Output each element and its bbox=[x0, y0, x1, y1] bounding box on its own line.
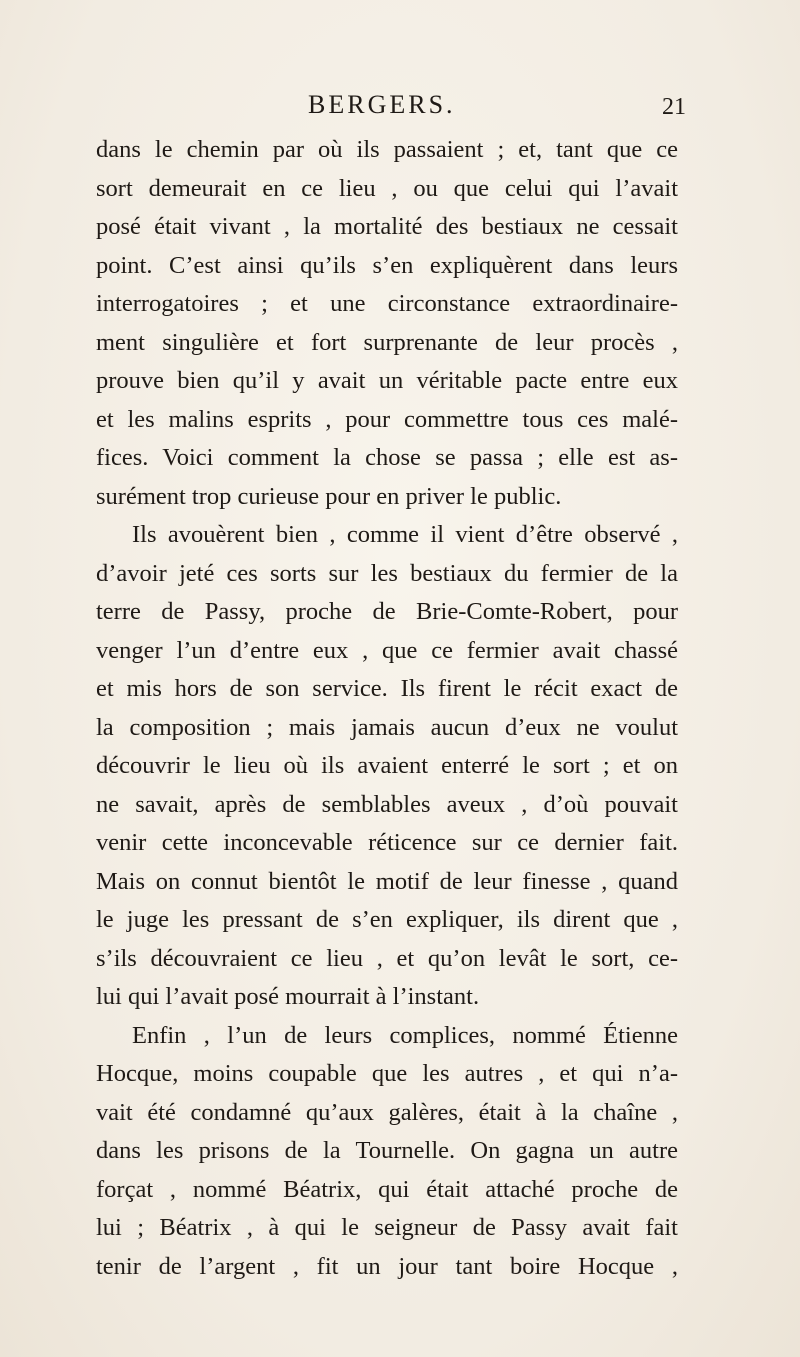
text-line: Enfin , l’un de leurs complices, nommé Étienne bbox=[132, 1021, 678, 1049]
text-line: et mis hors de son service. Ils firent le récit exact de bbox=[96, 675, 678, 702]
text-line: Hocque, moins coupable que les autres , et qui n’a- bbox=[96, 1060, 678, 1087]
text-line: ment singulière et fort surprenante de leur procès , bbox=[96, 328, 678, 356]
text-line: prouve bien qu’il y avait un véritable pacte entre eux bbox=[96, 367, 678, 394]
text-line: forçat , nommé Béatrix, qui était attaché proche de bbox=[96, 1175, 678, 1203]
text-line: ne savait, après de semblables aveux , d’où pouvait bbox=[96, 790, 678, 818]
text-line: s’ils découvraient ce lieu , et qu’on levât le sort, ce- bbox=[96, 944, 678, 972]
text-line: posé était vivant , la mortalité des bestiaux ne cessait bbox=[96, 213, 678, 240]
text-line: fices. Voici comment la chose se passa ; elle est as- bbox=[96, 444, 678, 471]
text-line: tenir de l’argent , fit un jour tant boire Hocque , bbox=[96, 1252, 678, 1280]
text-line: Ils avouèrent bien , comme il vient d’être observé , bbox=[132, 521, 678, 548]
text-line: dans le chemin par où ils passaient ; et, tant que ce bbox=[96, 136, 678, 163]
text-line: Mais on connut bientôt le motif de leur finesse , quand bbox=[96, 867, 678, 895]
text-line: la composition ; mais jamais aucun d’eux ne voulut bbox=[96, 713, 678, 741]
text-line: venger l’un d’entre eux , que ce fermier avait chassé bbox=[96, 636, 678, 664]
text-line: et les malins esprits , pour commettre tous ces malé- bbox=[96, 405, 678, 433]
text-line: sort demeurait en ce lieu , ou que celui qui l’avait bbox=[96, 174, 678, 202]
text-line: vait été condamné qu’aux galères, était à la chaîne , bbox=[96, 1098, 678, 1126]
text-line: surément trop curieuse pour en priver le public. bbox=[96, 482, 562, 510]
text-line: d’avoir jeté ces sorts sur les bestiaux du fermier de la bbox=[96, 559, 678, 587]
text-line: point. C’est ainsi qu’ils s’en expliquèrent dans leurs bbox=[96, 251, 678, 279]
text-line: découvrir le lieu où ils avaient enterré le sort ; et on bbox=[96, 752, 678, 779]
text-line: lui ; Béatrix , à qui le seigneur de Passy avait fait bbox=[96, 1214, 678, 1241]
body-text bbox=[96, 131, 678, 1286]
running-head bbox=[0, 88, 800, 128]
running-title: BERGERS. bbox=[308, 90, 456, 119]
text-line: venir cette inconcevable réticence sur ce dernier fait. bbox=[96, 829, 678, 856]
text-line: terre de Passy, proche de Brie-Comte-Robert, pour bbox=[96, 598, 678, 625]
text-line: lui qui l’avait posé mourrait à l’instant. bbox=[96, 983, 480, 1010]
text-line: le juge les pressant de s’en expliquer, ils dirent que , bbox=[96, 906, 678, 933]
page-number: 21 bbox=[662, 94, 686, 120]
text-line: dans les prisons de la Tournelle. On gagna un autre bbox=[96, 1137, 678, 1164]
text-line: interrogatoires ; et une circonstance extraordinaire- bbox=[96, 290, 678, 317]
